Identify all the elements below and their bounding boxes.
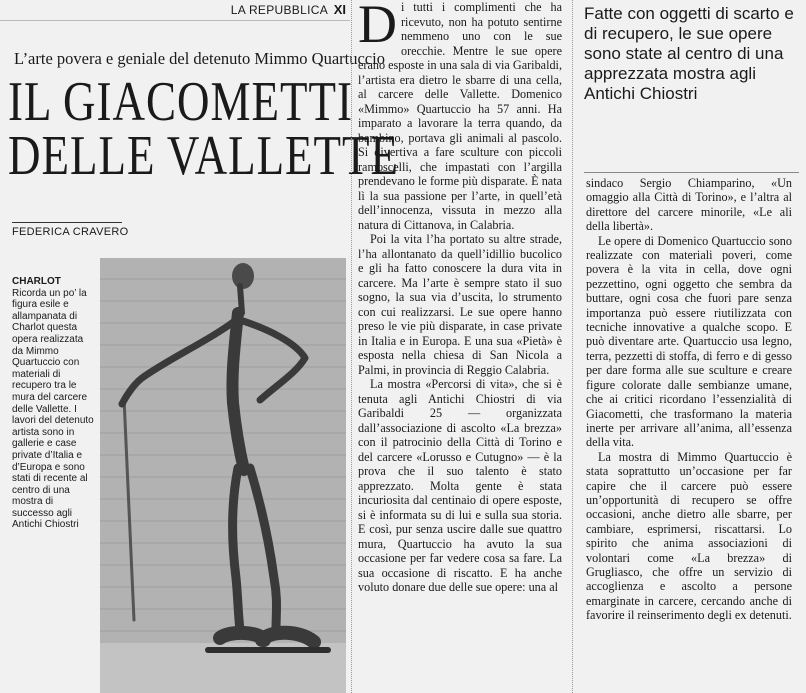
caption-text: Ricorda un po’ la figura esile e allampanata di Charlot questa opera realizzata da Mimmo Quartuccio con materiali di recupero tra le mura del carcere delle Vallette. I lavori del detenuto artista sono in gallerie e case private d’Italia e d’Europa e sono stati di recente al centro di una mostra di successo agli Antichi Chiostri [12,287,94,531]
article-paragraph: sindaco Sergio Chiamparino, «Un omaggio alla Città di Torino», e l’altra al direttore del carcere minorile, «Le ali della libertà». [586,176,792,234]
caption-title: CHARLOT [12,276,61,287]
byline: FEDERICA CRAVERO [12,226,129,238]
page-number: XI [333,2,346,17]
article-paragraph: La mostra di Mimmo Quartuccio è stata soprattutto un’occasione per far capire che il carcere può essere un’opportunità di recupero se offre occasioni, anche dietro alle sbarre, per cambiare, esprimersi, riscattarsi. Lo spirito che anima associazioni di volontari come «La brezza» di Grugliasco, che offre un servizio di accoglienza e ascolto a persone emarginate in carcere, cercando anche di favorire il reinserimento degli ex detenuti. [586,449,792,623]
column-divider-1 [351,0,352,693]
article-headline [8,70,400,187]
paper-name: LA REPUBBLICA [230,3,328,17]
photo-caption [12,276,96,531]
article-paragraph: Le opere di Domenico Quartuccio sono realizzate con materiali poveri, come povera è la vita in cella, dove ogni pezzettino, ogni oggetto che sembra da buttare, ogni cosa che fuori pare senza importanza può essere riutilizzata con tecniche innovative a qualche scopo. E può diventare arte. Quartuccio usa legno, terra, pezzetti di stoffa, di ferro e di gesso per dare forma alle sue sculture e creare figure colorate dalle sembianze umane, che ai critici ricordano l’essenzialità di Giacometti, che trasformano la materia inerte per arrivare all’anima, all’essenza della vita. [586,233,792,450]
pull-quote-rule [584,172,799,173]
running-head [0,0,350,21]
byline-rule [12,222,122,223]
column-divider-2 [572,0,573,693]
drop-cap: D [358,0,397,54]
article-paragraph: La mostra «Percorsi di vita», che si è tenuta agli Antichi Chiostri di via Garibaldi 25 — organizzata dall’associazione di ascolto «La brezza» con il patrocinio della Città di Torino e del carcere «Lorusso e Cutugno» — è la prova che il suo talento è stato apprezzato. Molta gente è stata incuriosita dal centinaio di opere esposte, si è informata su di lui e sulla sua storia. E così, pur senza uscire dalle sue quattro mura, Quartuccio ha avuto la sua occasione per far vedere cosa sa fare. La sua occasione di riscatto. E ha anche voluto donare due delle sue opere: una al [358,377,562,594]
article-column-middle [358,0,562,595]
headline-line-2: DELLE VALLETTE [8,123,400,187]
article-kicker: L’arte povera e geniale del detenuto Mimmo Quartuccio [14,49,385,68]
article-column-right [586,176,792,623]
wire-figure-sculpture [100,258,346,693]
pull-quote: Fatte con oggetti di scarto e di recupero, le sue opere sono state al centro di una apprezzata mostra agli Antichi Chiostri [584,4,794,103]
headline-line-1: IL GIACOMETTI [8,70,354,133]
article-paragraph: Poi la vita l’ha portato su altre strade, l’ha allontanato da quell’idillio bucolico e gli ha fatto conoscere la dura vita in carcere. Ma l’arte è sempre stato il suo sogno, la sua via d’uscita, lo strumento con cui realizzarsi. Le sue opere hanno preso le vie più disparate, in case private in Italia e in Europa. E una sua «Pietà» è esposta nella chiesa di San Nicola a Palmi, in provincia di Reggio Calabria. [358,232,562,377]
sculpture-photo [100,258,346,693]
article-paragraph: Di tutti i complimenti che ha ricevuto, non ha potuto sentirne nemmeno uno con le sue orecchie. Mentre le sue opere erano esposte in una sala di via Garibaldi, l’artista era dietro le sbarre di una cella, al carcere delle Vallette. Domenico «Mimmo» Quartuccio ha 57 anni. Ha imparato a lavorare la terra quando, da bambino, portava gli animali al pascolo. Si divertiva a fare sculture con piccoli ramoscelli, che impastati con l’argilla prendevano le forme più disparate. È nata lì la sua passione per l’arte, in quell’età dell’innocenza, vissuta in mezzo alla natura di Cittanova, in Calabria. [358,0,562,232]
